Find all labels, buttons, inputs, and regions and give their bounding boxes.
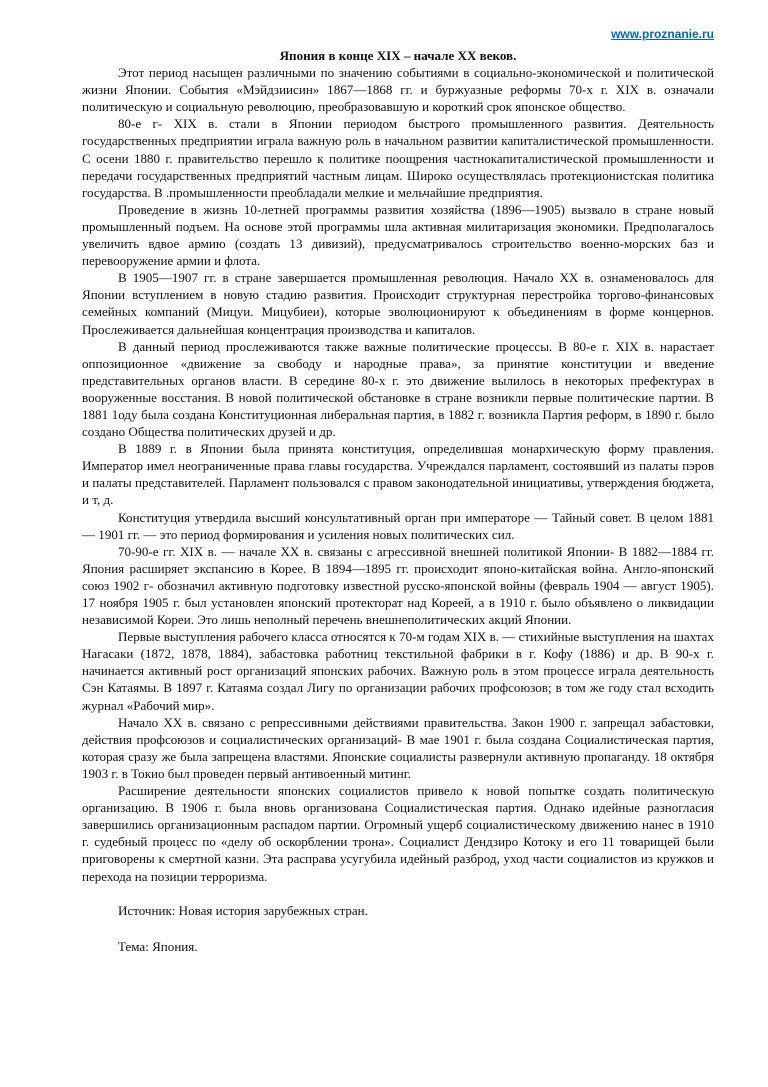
paragraph: Этот период насыщен различными по значению событиями в социально-экономической и политической жизни Японии. События «Мэйдзиисин» 1867—1868 гг. и буржуазные реформы 70-х г. XIX в. означали политическую и социальную революцию, преобразовавшую и короткий срок японское общество.	[82, 65, 714, 115]
paragraph: Первые выступления рабочего класса относятся к 70-м годам XIX в. — стихийные выступления на шахтах Нагасаки (1872, 1878, 1884), забастовка работниц текстильной фабрики в г. Кофу (1886) и др. В 90-х г. начинается активный рост организаций японских рабочих. Важную роль в этом процессе играла деятельность Сэн Катаямы. В 1897 г. Катаяма создал Лигу по организации рабочих профсоюзов; в том же году стал всходить журнал «Рабочий мир».	[82, 629, 714, 713]
paragraph: В 1905—1907 гг. в стране завершается промышленная революция. Начало XX в. ознаменовалось для Японии вступлением в новую стадию развития. Происходит структурная перестройка торгово-финансовых семейных компаний (Мицуи. Мицубиеи), которые эволюционируют к объединениям в форме концернов. Прослеживается дальнейшая концентрация производства и капиталов.	[82, 270, 714, 337]
paragraph: Проведение в жизнь 10-летней программы развития хозяйства (1896—1905) вызвало в стране новый промышленный подъем. На основе этой программы шла активная милитаризация экономики. Предполагалось увеличить вдвое армию (создать 13 дивизий), предусматривалось строительство военно-морских баз и перевооружение армии и флота.	[82, 201, 714, 269]
topic-line: Тема: Япония.	[118, 938, 198, 954]
document-title: Япония в конце XIX – начале XX веков.	[279, 48, 517, 63]
paragraph: Конституция утвердила высший консультативный орган при императоре — Тайный совет. В целом 1881 — 1901 гг. — это период формирования и усиления новых политических сил.	[82, 509, 714, 542]
paragraph: В данный период прослеживаются также важные политические процессы. В 80-е г. XIX в. нарастает оппозиционное «движение за свободу и народные права», за принятие конституции и введение представительных органов власти. В середине 80-х г. это движение вылилось в некоторых префектурах в вооруженные восстания. В новой политической обстановке в стране возникли первые политические партии. В 1881 1оду была создана Конституционная либеральная партия, в 1882 г. возникла Партия реформ, в 1890 г. было создано Общества политических друзей и др.	[82, 338, 714, 440]
document-page	[82, 26, 714, 955]
paragraph: В 1889 г. в Японии была принята конституция, определившая монархическую форму правления. Император имел неограниченные права главы государства. Учреждался парламент, состоявший из палаты пэров и палаты представителей. Парламент пользовался с правом законодательной инициативы, утверждения бюджета, и т, д.	[82, 441, 714, 508]
paragraph: 70-90-е гг. XIX в. — начале XX в. связаны с агрессивной внешней политикой Японии- В 1882—1884 гг. Япония расширяет экспансию в Корее. В 1894—1895 гг. происходит японо-китайская война. Англо-японский союз 1902 г- обозначил активную подготовку известной русско-японской войны (февраль 1904 — август 1905). 17 ноября 1905 г. был установлен японский протекторат над Кореей, а в 1910 г. было объявлено о ликвидации независимой Кореи. Это лишь неполный перечень внешнеполитических акций Японии.	[82, 543, 714, 628]
site-link[interactable]: www.proznanie.ru	[611, 27, 714, 41]
source-line: Источник: Новая история зарубежных стран.	[118, 902, 368, 918]
paragraph: Начало XX в. связано с репрессивными действиями правительства. Закон 1900 г. запрещал забастовки, действия профсоюзов и социалистических организаций- В мае 1901 г. была создана Социалистическая партия, которая сразу же была запрещена властями. Японские социалисты развернули активную пропаганду. 18 октября 1903 г. в Токио был проведен первый антивоенный митинг.	[82, 714, 714, 781]
paragraph: 80-е г- XIX в. стали в Японии периодом быстрого промышленного развития. Деятельность государственных предприятии играла важную роль в начальном развитии капиталистической промышленности. С осени 1880 г. правительство перешло к политике поощрения частнокапиталистической промышленности и передачи государственных предприятий частным лицам. Широко осуществлялась протекционистская политика государства. В .промышленности преобладали мелкие и мельчайшие предприятия.	[82, 116, 714, 200]
paragraph: Расширение деятельности японских социалистов привело к новой попытке создать политическую организацию. В 1906 г. была вновь организована Социалистическая партия. Однако идейные разногласия завершились организационным распадом партии. Огромный ущерб социалистическому движению нанес в 1910 г. судебный процесс по «делу об оскорблении трона». Социалист Дендзиро Котоку и его 11 товарищей были приговорены к смертной казни. Эта расправа усугубила идейный разброд, уход части социалистов из кружков и перехода на позиции терроризма.	[82, 783, 714, 884]
